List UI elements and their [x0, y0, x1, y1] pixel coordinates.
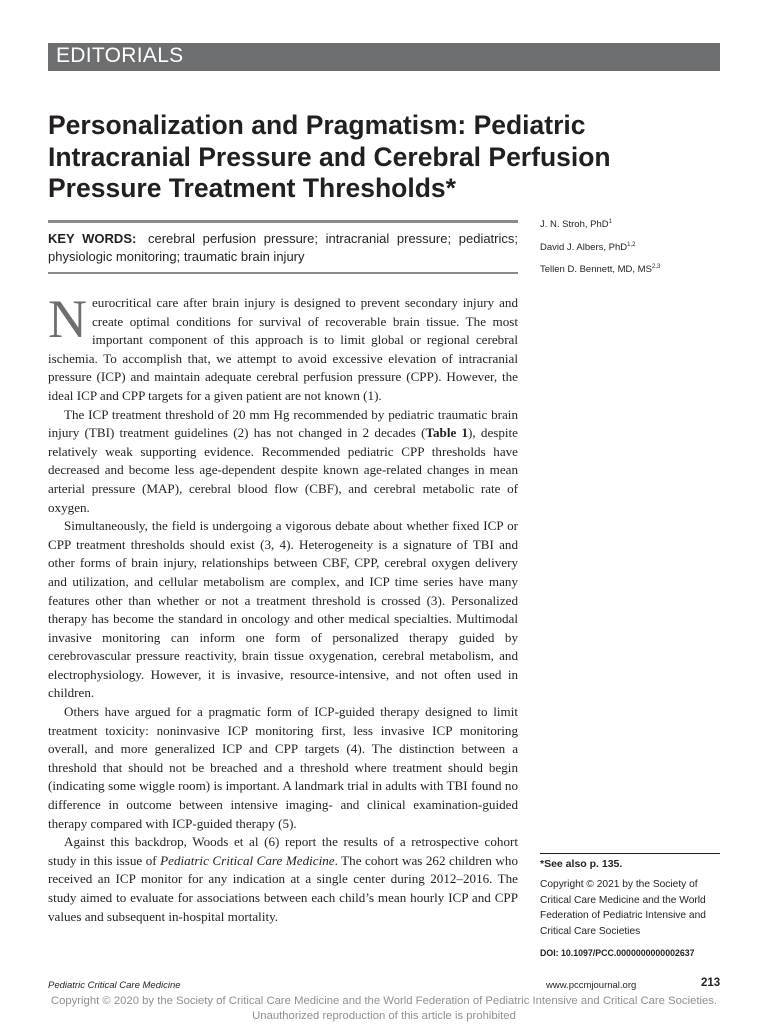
- keywords-block: [48, 230, 518, 266]
- author-name: Tellen D. Bennett, MD, MS: [540, 264, 652, 276]
- paragraph-text: The ICP treatment threshold of 20 mm Hg recommended by pediatric traumatic brain injury (TBI) treatment guidelines (2) has not changed in 2 decades (: [48, 406, 518, 441]
- keywords-label: KEY WORDS:: [48, 231, 137, 246]
- keywords-bottom-rule: [48, 272, 518, 274]
- article-title: Personalization and Pragmatism: Pediatric Intracranial Pressure and Cerebral Perfusion Pressure Treatment Thresholds*: [48, 110, 611, 203]
- doi: DOI: 10.1097/PCC.0000000000002637: [540, 948, 695, 958]
- watermark-line: Copyright © 2020 by the Society of Critical Care Medicine and the World Federation of Pediatric Intensive and Critical Care Societies.: [50, 995, 718, 1007]
- section-banner: [48, 43, 720, 71]
- body-paragraph: [48, 289, 518, 406]
- sidebar-rule: [540, 853, 720, 854]
- watermark-line: Unauthorized reproduction of this article is prohibited: [252, 1010, 516, 1022]
- paragraph-text: eurocritical care after brain injury is designed to prevent secondary injury and create optimal conditions for survival of recoverable brain tissue. The most important component of this approach is to limit global or regional cerebral ischemia. To accomplish that, we attempt to avoid excessive elevation of intracranial pressure (ICP) and maintain adequate cerebral perfusion pressure (CPP). However, the ideal ICP and CPP targets for a given patient are not known (1).: [48, 295, 518, 403]
- author-affiliation: 1,2: [627, 241, 636, 248]
- section-label: EDITORIALS: [56, 44, 184, 67]
- author-affiliation: 2,3: [651, 264, 661, 270]
- see-also-note: *See also p. 135.: [540, 858, 623, 870]
- page-number: 213: [701, 977, 721, 989]
- journal-name: Pediatric Critical Care Medicine: [160, 852, 335, 868]
- paragraph-text: ), despite relatively weak supporting evidence. Recommended pediatric CPP thresholds have decreased and become less age-dependent despite known age-related changes in mean arterial pressure (MAP), cerebral blood flow (CBF), and cerebral metabolic rate of oxygen.: [48, 425, 518, 515]
- keywords-top-rule: [48, 220, 518, 223]
- author-entry: [540, 242, 740, 265]
- body-paragraph: Others have argued for a pragmatic form of ICP-guided therapy designed to limit treatment toxicity: noninvasive ICP monitoring first, less invasive ICP monitoring overall, and more generalized ICP and CPP targets (4). The distinction between a threshold that should not be breached and a threshold where treatment should begin (indicating some wiggle room) is important. A landmark trial in adults with TBI found no difference in outcome between intensive imaging- and clinical examination-guided therapy compared with ICP-guided therapy (5).: [48, 704, 518, 831]
- author-entry: [540, 219, 740, 242]
- author-name: David J. Albers, PhD: [540, 241, 628, 253]
- article-body: [48, 289, 518, 926]
- body-paragraph: [48, 406, 518, 518]
- footer-journal: Pediatric Critical Care Medicine: [48, 980, 181, 991]
- copyright-watermark: [0, 994, 768, 1024]
- footer-url: www.pccmjournal.org: [546, 980, 637, 991]
- drop-cap: N: [48, 289, 87, 349]
- author-affiliation: 1: [608, 219, 612, 225]
- body-paragraph: Simultaneously, the field is undergoing a vigorous debate about whether fixed ICP or CPP treatment thresholds should exist (3, 4). Heterogeneity is a signature of TBI and other forms of brain injury, relationships between CBF, CPP, cerebral oxygen delivery and utilization, and cellular metabolism are complex, and ICP time series have many features other than whether or not a treatment threshold is crossed (3). Personalized therapy has become the standard in oncology and other medical specialties. Multimodal invasive monitoring can inform one form of personalized therapy guided by cerebrovascular pressure reactivity, brain tissue oxygenation, cerebral metabolism, and electrophysiology. However, it is invasive, resource-intensive, and not often used in children.: [48, 518, 518, 701]
- author-entry: [540, 264, 740, 287]
- copyright-notice: Copyright © 2021 by the Society of Critical Care Medicine and the World Federation of Pediatric Intensive and Critical Care Societies: [540, 879, 706, 937]
- body-paragraph: [48, 833, 518, 926]
- paragraph-text: Against this backdrop, Woods et al (6) report the results of a retrospective cohort study in this issue of: [48, 834, 518, 868]
- table-reference: Table 1: [425, 425, 469, 441]
- author-name: J. N. Stroh, PhD: [540, 219, 609, 231]
- author-list: [540, 219, 740, 287]
- paragraph-text: . The cohort was 262 children who received an ICP monitor for any indication at a single center during 2012–2016. The study aimed to evaluate for associations between each child’s mean hourly ICP and CPP values and subsequent in-hospital mortality.: [48, 852, 518, 924]
- keywords-text: cerebral perfusion pressure; intracranial pressure; pediatrics; physiologic monitoring; traumatic brain injury: [48, 231, 518, 264]
